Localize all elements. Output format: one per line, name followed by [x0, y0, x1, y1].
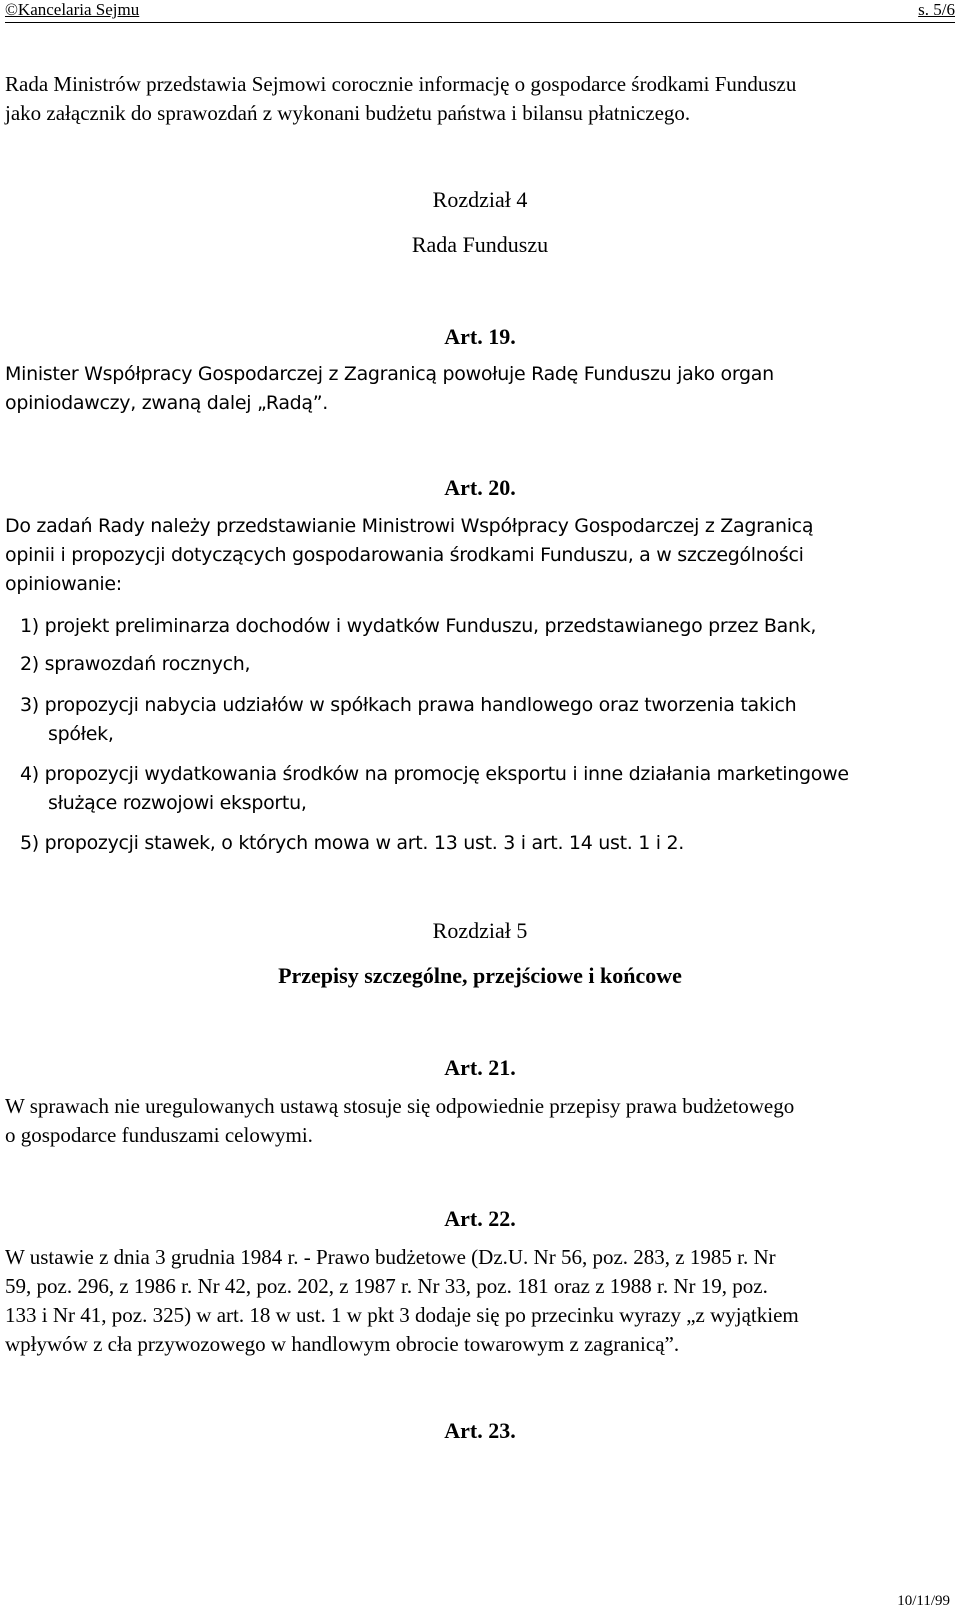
list-item-2: 2) sprawozdań rocznych,: [20, 653, 251, 675]
article-22-line-2: 59, poz. 296, z 1986 r. Nr 42, poz. 202, z 1987 r. Nr 33, poz. 181 oraz z 1988 r. Nr 19, poz.: [5, 1274, 768, 1298]
article-19-heading: Art. 19.: [444, 324, 516, 349]
article-19-line-2: opiniodawczy, zwaną dalej „Radą”.: [5, 392, 329, 414]
intro-line-1: Rada Ministrów przedstawia Sejmowi corocznie informację o gospodarce środkami Funduszu: [5, 72, 797, 96]
list-item-5: 5) propozycji stawek, o których mowa w art. 13 ust. 3 i art. 14 ust. 1 i 2.: [20, 832, 684, 854]
intro-paragraph: [5, 70, 950, 128]
article-20-line-3: opiniowanie:: [5, 573, 122, 595]
article-22-line-1: W ustawie z dnia 3 grudnia 1984 r. - Prawo budżetowe (Dz.U. Nr 56, poz. 283, z 1985 r. Nr: [5, 1245, 776, 1269]
article-22-line-4: wpływów z cła przywozowego w handlowym obrocie towarowym z zagranicą”.: [5, 1332, 680, 1356]
intro-line-2: jako załącznik do sprawozdań z wykonani budżetu państwa i bilansu płatniczego.: [5, 101, 691, 125]
article-21-heading: Art. 21.: [444, 1055, 516, 1080]
list-item-1: 1) projekt preliminarza dochodów i wydatków Funduszu, przedstawianego przez Bank,: [20, 615, 817, 637]
article-22-text: [5, 1243, 950, 1359]
list-item-4-cont: służące rozwojowi eksportu,: [48, 792, 307, 814]
list-item: [20, 691, 950, 749]
list-item: [20, 760, 950, 818]
page-header: [5, 0, 955, 23]
chapter-5-subtitle: Przepisy szczególne, przejściowe i końcowe: [278, 963, 682, 988]
list-item-3-cont: spółek,: [48, 723, 114, 745]
chapter-5-title: Rozdział 5: [432, 918, 528, 943]
article-20-heading: Art. 20.: [444, 475, 516, 500]
article-23-heading: Art. 23.: [444, 1418, 516, 1443]
footer-date: 10/11/99: [897, 1593, 950, 1609]
article-21-line-1: W sprawach nie uregulowanych ustawą stosuje się odpowiednie przepisy prawa budżetowego: [5, 1094, 795, 1118]
article-21-text: [5, 1092, 950, 1150]
article-19-text: [5, 360, 950, 418]
chapter-4-subtitle: Rada Funduszu: [411, 232, 549, 257]
article-22-heading: Art. 22.: [444, 1206, 516, 1231]
list-item: [20, 612, 950, 641]
page-number-link[interactable]: s. 5/6: [918, 0, 955, 19]
article-20-line-1: Do zadań Rady należy przedstawianie Ministrowi Współpracy Gospodarczej z Zagranicą: [5, 515, 814, 537]
list-item-4: 4) propozycji wydatkowania środków na promocję eksportu i inne działania marketingowe: [20, 763, 849, 785]
article-22-line-3: 133 i Nr 41, poz. 325) w art. 18 w ust. 1 w pkt 3 dodaje się po przecinku wyrazy „z wyjątkiem: [5, 1303, 799, 1327]
article-20-line-2: opinii i propozycji dotyczących gospodarowania środkami Funduszu, a w szczególności: [5, 544, 804, 566]
list-item: [20, 650, 950, 679]
chapter-4-title: Rozdział 4: [432, 187, 528, 212]
article-19-line-1: Minister Współpracy Gospodarczej z Zagranicą powołuje Radę Funduszu jako organ: [5, 363, 774, 385]
article-20-text: [5, 512, 950, 599]
list-item: [20, 829, 950, 858]
article-21-line-2: o gospodarce funduszami celowymi.: [5, 1123, 313, 1147]
copyright-link[interactable]: ©Kancelaria Sejmu: [5, 0, 140, 19]
list-item-3: 3) propozycji nabycia udziałów w spółkach prawa handlowego oraz tworzenia takich: [20, 694, 797, 716]
